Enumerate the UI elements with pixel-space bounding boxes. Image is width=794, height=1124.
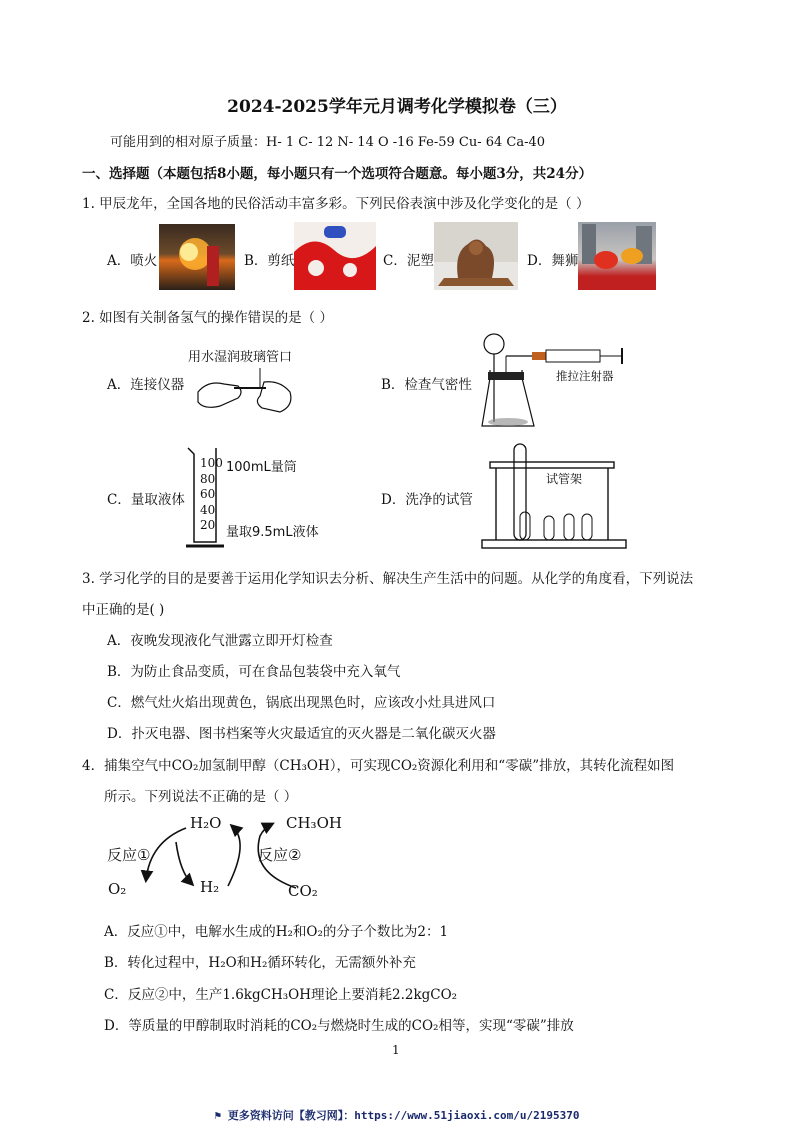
q2-c-caption-2: 量取9.5mL液体: [226, 525, 319, 540]
q1-option-c: C．泥塑: [383, 253, 434, 269]
species-co2: CO₂: [288, 882, 318, 900]
clay-sculpture-photo: [434, 222, 518, 290]
cylinder-tick: 20: [200, 518, 216, 532]
q2-b-caption: 推拉注射器: [556, 369, 614, 383]
q4-option-c: C．反应②中，生产1.6kgCH₃OH理论上要消耗2.2kgCO₂: [104, 987, 458, 1003]
q3-stem-line1: 3. 学习化学的目的是要善于运用化学知识去分析、解决生产生活中的问题。从化学的角度看，下列说法: [82, 571, 694, 587]
test-tube-rack-figure: [480, 440, 630, 552]
q2-option-c: C．量取液体: [107, 492, 185, 508]
atomic-masses: 可能用到的相对原子质量：H- 1 C- 12 N- 14 O -16 Fe-59 Cu- 64 Ca-40: [110, 135, 546, 150]
q1-option-d: D．舞狮: [527, 253, 579, 269]
cylinder-tick: 100: [200, 456, 223, 470]
q4-stem-line2: 所示。下列说法不正确的是（ ）: [104, 789, 298, 805]
q2-option-a: A．连接仪器: [107, 377, 185, 393]
species-o2: O₂: [108, 880, 127, 898]
cylinder-tick: 80: [200, 471, 216, 486]
lion-dance-photo: [578, 222, 656, 290]
species-ch3oh: CH₃OH: [286, 814, 342, 832]
q3-option-b: B．为防止食品变质，可在食品包装袋中充入氧气: [107, 664, 401, 680]
q3-option-d: D．扑灭电器、图书档案等火灾最适宜的灭火器是二氧化碳灭火器: [107, 726, 496, 742]
q2-stem: 2. 如图有关制备氢气的操作错误的是（ ）: [82, 310, 333, 326]
q3-option-a: A．夜晚发现液化气泄露立即开灯检查: [107, 633, 333, 649]
page-number: 1: [392, 1043, 400, 1057]
q4-option-a: A．反应①中，电解水生成的H₂和O₂的分子个数比为2：1: [104, 924, 449, 940]
q2-option-d: D．洗净的试管: [381, 492, 473, 508]
q1-option-b: B．剪纸: [244, 253, 295, 269]
cylinder-tick: 40: [200, 502, 216, 517]
q1-option-a: A．喷火: [107, 253, 158, 269]
paper-cutting-photo: [294, 222, 376, 290]
section-heading: 一、选择题（本题包括8小题，每小题只有一个选项符合题意。每小题3分，共24分）: [82, 166, 593, 182]
species-h2o: H₂O: [190, 814, 222, 832]
species-h2: H₂: [200, 878, 220, 896]
page-title: 2024-2025学年元月调考化学模拟卷（三）: [227, 97, 567, 117]
q2-d-caption: 试管架: [546, 472, 583, 486]
q2-a-caption: 用水湿润玻璃管口: [188, 350, 293, 365]
q3-stem-line2: 中正确的是( ): [82, 602, 165, 618]
q2-option-b: B．检查气密性: [381, 377, 472, 393]
footer-text: 更多资料访问【教习网】：https://www.51jiaoxi.com/u/2195370: [227, 1109, 580, 1122]
q2-c-caption-1: 100mL量筒: [226, 460, 297, 475]
reaction-1-label: 反应①: [107, 846, 151, 864]
cylinder-scale: [200, 456, 223, 534]
connect-apparatus-figure: [194, 362, 298, 422]
q4-option-d: D．等质量的甲醇制取时消耗的CO₂与燃烧时生成的CO₂相等，实现“零碳”排放: [104, 1018, 574, 1034]
q3-option-c: C．燃气灶火焰出现黄色，锅底出现黑色时，应该改小灶具进风口: [107, 695, 496, 711]
q1-stem: 1. 甲辰龙年，全国各地的民俗活动丰富多彩。下列民俗表演中涉及化学变化的是（ ）: [82, 196, 590, 212]
fire-breathing-photo: [159, 224, 235, 290]
q4-stem-line1: 4．捕集空气中CO₂加氢制甲醇（CH₃OH），可实现CO₂资源化利用和“零碳”排放，其转化流程如图: [82, 758, 675, 774]
reaction-2-label: 反应②: [258, 846, 302, 864]
cylinder-tick: 60: [200, 487, 216, 501]
flag-icon: ⚑: [214, 1109, 228, 1122]
q4-option-b: B．转化过程中，H₂O和H₂循环转化，无需额外补充: [104, 955, 416, 971]
footer-link[interactable]: [0, 1107, 794, 1123]
